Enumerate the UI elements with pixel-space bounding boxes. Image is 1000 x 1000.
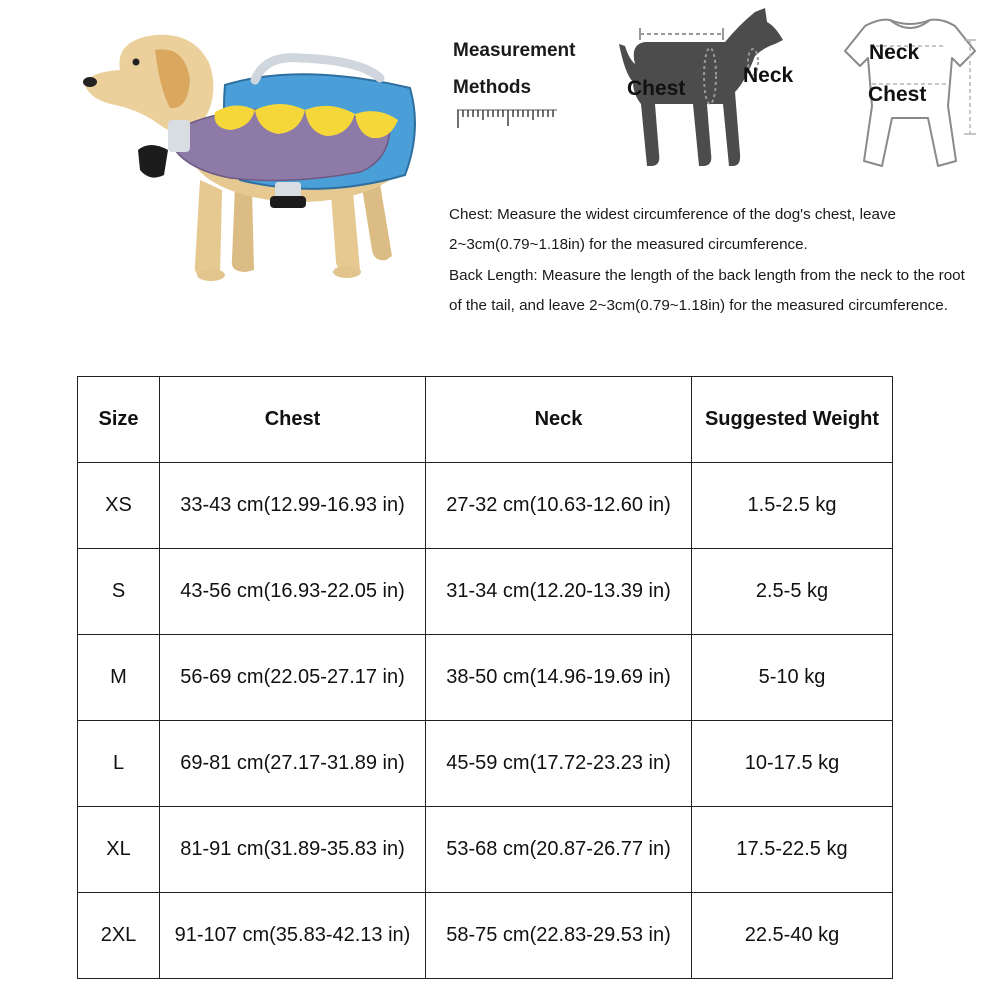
table-row [78, 635, 893, 721]
size-cell: M [78, 635, 160, 721]
neck-cell: 53-68 cm(20.87-26.77 in) [426, 807, 692, 893]
garment-chest-label: Chest [868, 83, 927, 106]
neck-cell: 31-34 cm(12.20-13.39 in) [426, 549, 692, 635]
dog-chest-label: Chest [627, 77, 686, 100]
weight-cell: 10-17.5 kg [692, 721, 893, 807]
size-chart-table [77, 376, 893, 979]
weight-cell: 5-10 kg [692, 635, 893, 721]
size-cell: 2XL [78, 893, 160, 979]
header-size: Size [78, 377, 160, 463]
size-cell: XL [78, 807, 160, 893]
neck-cell: 58-75 cm(22.83-29.53 in) [426, 893, 692, 979]
table-row [78, 463, 893, 549]
measurement-methods-title [453, 32, 613, 106]
back-length-instruction: Back Length: Measure the length of the back length from the neck to the root of the tail, and leave 2~3cm(0.79~1.18in) for the measured circumference. [449, 266, 965, 314]
chest-cell: 91-107 cm(35.83-42.13 in) [160, 893, 426, 979]
header-neck: Neck [426, 377, 692, 463]
table-header-row [78, 377, 893, 463]
garment-neck-label: Neck [869, 41, 920, 64]
neck-cell: 38-50 cm(14.96-19.69 in) [426, 635, 692, 721]
measurement-instructions [449, 200, 969, 321]
header-suggested-weight: Suggested Weight [692, 377, 893, 463]
chest-cell: 33-43 cm(12.99-16.93 in) [160, 463, 426, 549]
weight-cell: 22.5-40 kg [692, 893, 893, 979]
neck-cell: 27-32 cm(10.63-12.60 in) [426, 463, 692, 549]
chest-cell: 69-81 cm(27.17-31.89 in) [160, 721, 426, 807]
size-cell: L [78, 721, 160, 807]
ruler-icon [455, 106, 559, 130]
table-row [78, 807, 893, 893]
neck-cell: 45-59 cm(17.72-23.23 in) [426, 721, 692, 807]
chest-cell: 56-69 cm(22.05-27.17 in) [160, 635, 426, 721]
weight-cell: 1.5-2.5 kg [692, 463, 893, 549]
weight-cell: 17.5-22.5 kg [692, 807, 893, 893]
size-cell: XS [78, 463, 160, 549]
dog-neck-label: Neck [743, 64, 794, 87]
size-cell: S [78, 549, 160, 635]
header-chest: Chest [160, 377, 426, 463]
chest-cell: 43-56 cm(16.93-22.05 in) [160, 549, 426, 635]
chest-instruction: Chest: Measure the widest circumference of the dog's chest, leave 2~3cm(0.79~1.18in) for the measured circumference. [449, 206, 896, 254]
table-row [78, 549, 893, 635]
methods-title-line2: Methods [453, 77, 532, 98]
product-photo [60, 10, 440, 300]
table-row [78, 721, 893, 807]
methods-title-line1: Measurement [453, 40, 576, 61]
chest-cell: 81-91 cm(31.89-35.83 in) [160, 807, 426, 893]
weight-cell: 2.5-5 kg [692, 549, 893, 635]
table-row [78, 893, 893, 979]
